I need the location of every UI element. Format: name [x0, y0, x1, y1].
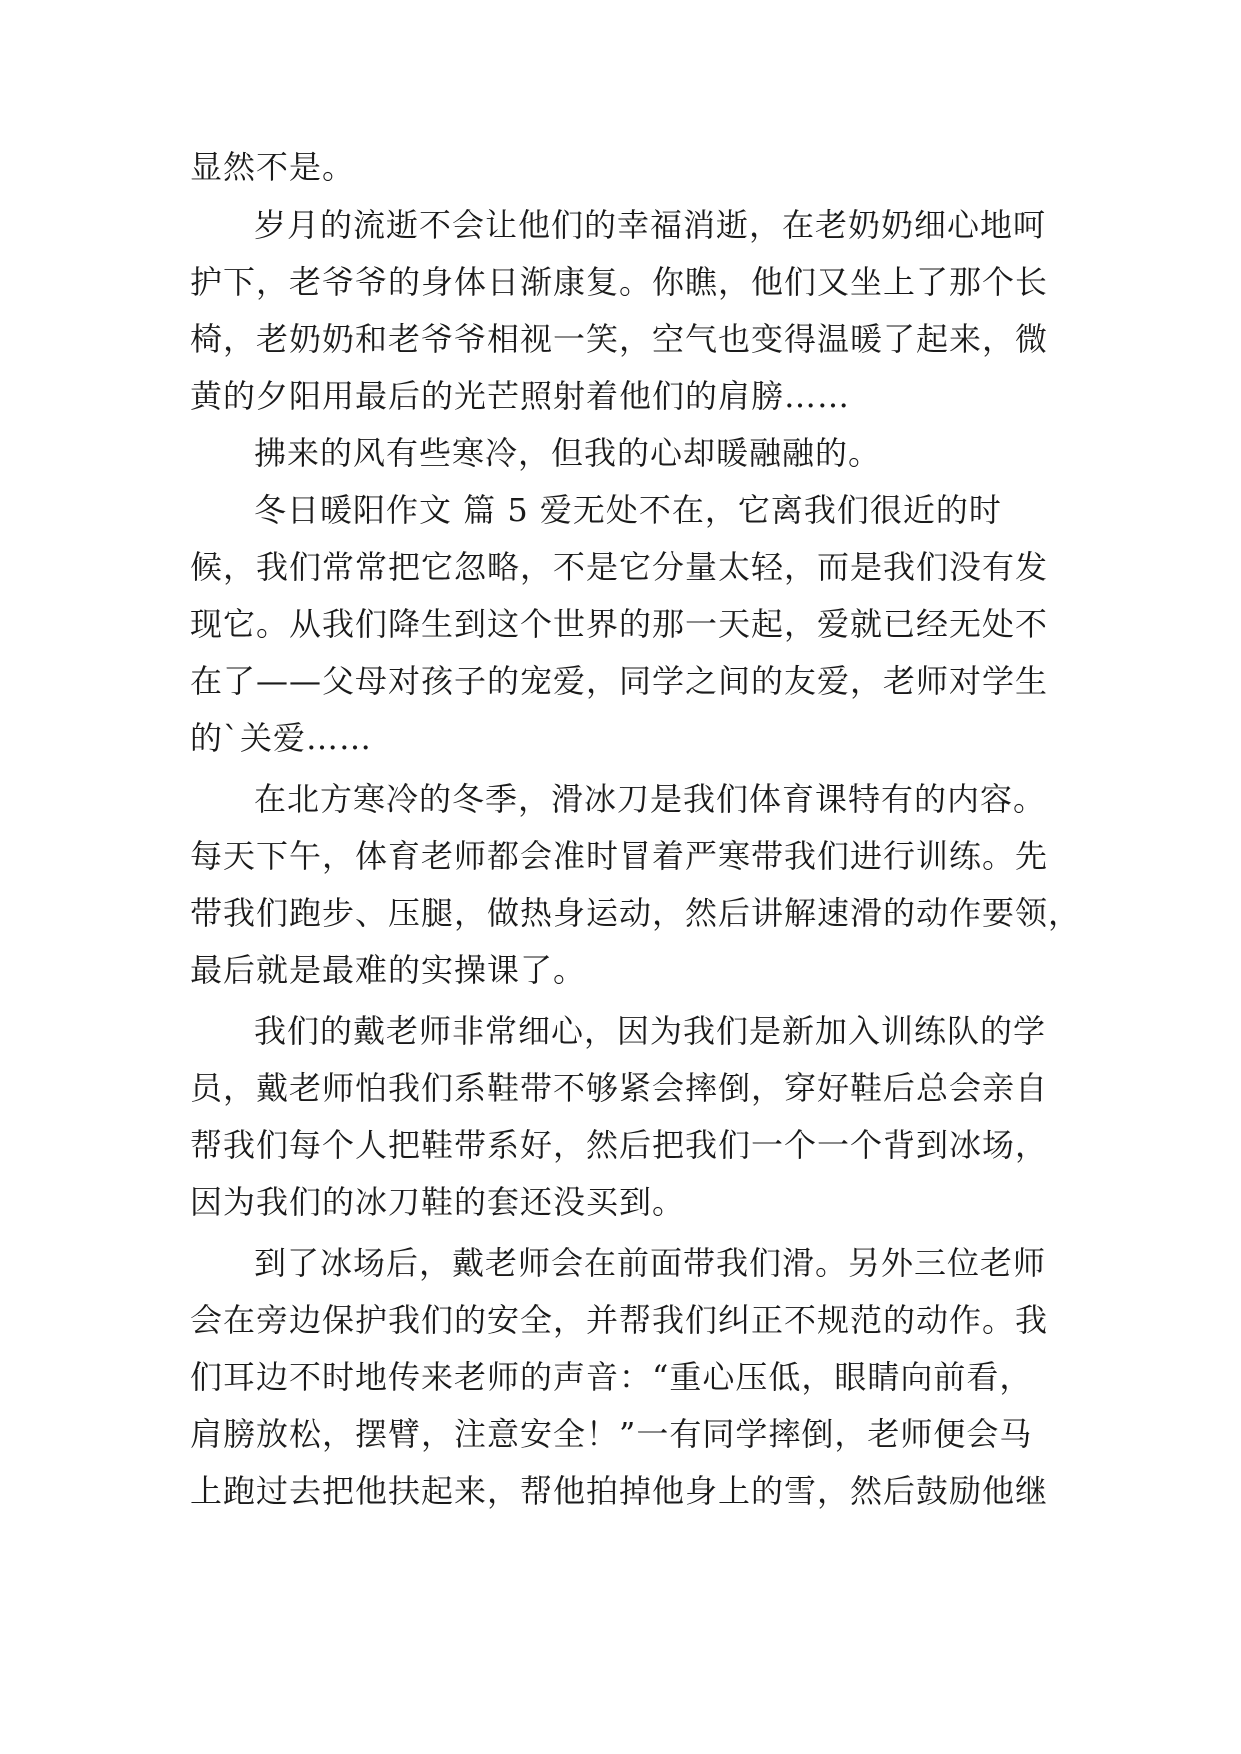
text-line: 员，戴老师怕我们系鞋带不够紧会摔倒，穿好鞋后总会亲自 — [190, 1069, 1049, 1107]
text-line: 因为我们的冰刀鞋的套还没买到。 — [190, 1183, 686, 1221]
text-line: 在了——父母对孩子的宠爱，同学之间的友爱，老师对学生 — [190, 662, 1049, 700]
text-line: 肩膀放松，摆臂，注意安全！”一有同学摔倒，老师便会马 — [190, 1415, 1033, 1453]
text-line: 护下，老爷爷的身体日渐康复。你瞧，他们又坐上了那个长 — [190, 263, 1049, 301]
text-line: 们耳边不时地传来老师的声音：“重心压低，眼睛向前看， — [190, 1358, 1033, 1396]
text-line: 上跑过去把他扶起来，帮他拍掉他身上的雪，然后鼓励他继 — [190, 1472, 1049, 1510]
text-line: 带我们跑步、压腿，做热身运动，然后讲解速滑的动作要领， — [190, 894, 1082, 932]
text-line: 岁月的流逝不会让他们的幸福消逝，在老奶奶细心地呵 — [254, 206, 1047, 244]
text-line: 会在旁边保护我们的安全，并帮我们纠正不规范的动作。我 — [190, 1301, 1049, 1339]
text-line: 在北方寒冷的冬季，滑冰刀是我们体育课特有的内容。 — [254, 780, 1047, 818]
text-line: 黄的夕阳用最后的光芒照射着他们的肩膀…… — [190, 377, 851, 415]
text-line: 冬日暖阳作文 篇 5 爱无处不在，它离我们很近的时 — [254, 491, 1002, 529]
text-line: 到了冰场后，戴老师会在前面带我们滑。另外三位老师 — [254, 1244, 1047, 1282]
text-line: 最后就是最难的实操课了。 — [190, 951, 587, 989]
text-line: 显然不是。 — [190, 148, 356, 186]
text-line: 椅，老奶奶和老爷爷相视一笑，空气也变得温暖了起来，微 — [190, 320, 1049, 358]
text-line: 我们的戴老师非常细心，因为我们是新加入训练队的学 — [254, 1012, 1047, 1050]
text-line: 的`关爱…… — [190, 719, 373, 757]
text-line: 现它。从我们降生到这个世界的那一天起，爱就已经无处不 — [190, 605, 1049, 643]
text-line: 每天下午，体育老师都会准时冒着严寒带我们进行训练。先 — [190, 837, 1049, 875]
text-line: 拂来的风有些寒冷，但我的心却暖融融的。 — [254, 434, 882, 472]
text-line: 帮我们每个人把鞋带系好，然后把我们一个一个背到冰场， — [190, 1126, 1049, 1164]
text-line: 候，我们常常把它忽略，不是它分量太轻，而是我们没有发 — [190, 548, 1049, 586]
